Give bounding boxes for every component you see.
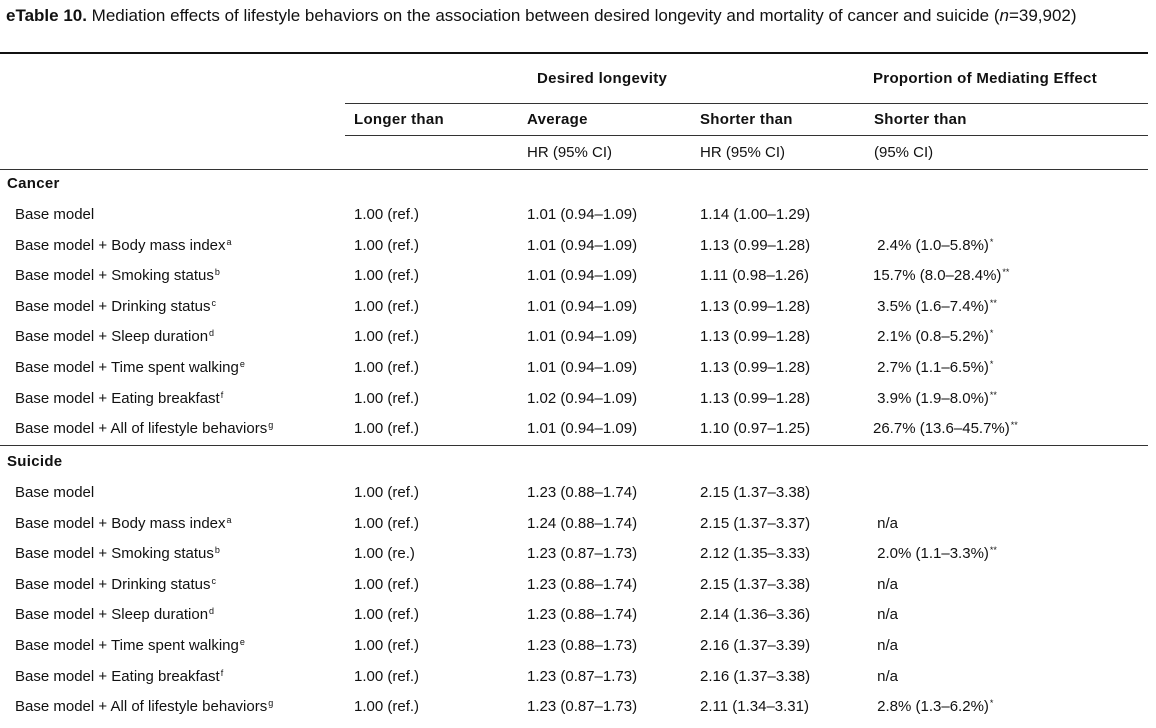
table-row — [0, 298, 1148, 328]
table-caption — [6, 4, 1146, 28]
table-row — [0, 237, 1148, 267]
row-label-footnote: g — [268, 420, 274, 431]
header-desired-longevity: Desired longevity — [537, 70, 668, 87]
cell-proportion — [873, 206, 874, 224]
row-label-footnote: b — [214, 267, 220, 278]
cell-proportion-significance: ** — [1002, 267, 1010, 278]
header-rule-desired-longevity — [520, 103, 866, 104]
cell-proportion-value: 2.4% (1.0–5.8%) — [873, 236, 989, 254]
cell-proportion — [873, 668, 899, 686]
section-divider — [0, 445, 1148, 446]
row-label-text: Base model + Time spent walking — [15, 637, 239, 654]
cell-proportion — [873, 545, 997, 563]
table-row — [0, 576, 1148, 606]
cell-shorter: 2.15 (1.37–3.37) — [700, 514, 811, 532]
row-label-text: Base model + Drinking status — [15, 297, 211, 315]
cell-proportion — [873, 390, 997, 408]
cell-average: 1.23 (0.88–1.74) — [527, 575, 638, 593]
cell-longer: 1.00 (ref.) — [354, 206, 420, 223]
cell-shorter: 2.15 (1.37–3.38) — [700, 575, 811, 593]
row-label — [15, 637, 245, 655]
cell-proportion-value: 15.7% (8.0–28.4%) — [873, 267, 1002, 285]
cell-shorter: 1.13 (0.99–1.28) — [700, 297, 811, 315]
row-label-text: Base model — [15, 484, 95, 501]
cell-shorter: 2.16 (1.37–3.38) — [700, 667, 811, 685]
header-rule-proportion — [866, 103, 1148, 104]
cell-longer: 1.00 (ref.) — [354, 328, 420, 346]
cell-proportion-significance: ** — [1010, 420, 1018, 431]
cell-proportion-value: 26.7% (13.6–45.7%) — [873, 420, 1010, 438]
cell-average: 1.23 (0.88–1.74) — [527, 606, 638, 624]
table-row — [0, 515, 1148, 545]
row-label-text: Base model + Smoking status — [15, 545, 214, 563]
table-row — [0, 637, 1148, 667]
row-label-footnote: a — [226, 514, 232, 525]
col-header-longer: Longer than — [354, 111, 444, 128]
cell-proportion-value: 2.8% (1.3–6.2%) — [873, 698, 989, 716]
cell-average: 1.01 (0.94–1.09) — [527, 267, 638, 285]
row-label — [15, 328, 214, 346]
row-label-text: Base model + Time spent walking — [15, 359, 239, 376]
cell-longer: 1.00 (ref.) — [354, 514, 420, 532]
row-label-text: Base model + Eating breakfast — [15, 667, 220, 685]
row-label-text: Base model + All of lifestyle behaviors — [15, 698, 268, 716]
cell-average: 1.24 (0.88–1.74) — [527, 514, 638, 532]
cell-shorter: 1.11 (0.98–1.26) — [700, 267, 809, 285]
cell-shorter: 2.11 (1.34–3.31) — [700, 698, 809, 716]
cell-proportion — [873, 606, 899, 624]
cell-proportion-significance: ** — [989, 389, 997, 400]
row-label-text: Base model + Sleep duration — [15, 328, 209, 346]
row-label-text: Base model + Body mass index — [15, 514, 226, 532]
section-title-cancer: Cancer — [7, 175, 60, 192]
cell-shorter: 2.12 (1.35–3.33) — [700, 545, 811, 563]
cell-proportion-value: n/a — [873, 514, 899, 532]
row-label — [15, 545, 220, 563]
cell-proportion — [873, 267, 1009, 285]
cell-proportion-value: n/a — [873, 575, 899, 593]
cell-average: 1.01 (0.94–1.09) — [527, 359, 638, 376]
row-label-footnote: f — [220, 667, 224, 678]
cell-proportion-significance: ** — [989, 297, 997, 308]
row-label — [15, 668, 223, 686]
row-label-text: Base model — [15, 206, 95, 223]
row-label-footnote: e — [239, 637, 245, 647]
cell-proportion — [873, 237, 993, 255]
cell-proportion — [873, 359, 993, 377]
cell-proportion — [873, 328, 993, 346]
cell-average: 1.01 (0.94–1.09) — [527, 328, 638, 346]
cell-longer: 1.00 (ref.) — [354, 236, 420, 254]
row-label-footnote: c — [211, 297, 217, 308]
sub-header-prop: (95% CI) — [874, 144, 934, 161]
cell-proportion-value: 2.1% (0.8–5.2%) — [873, 328, 989, 346]
caption-title-part1: Mediation effects of lifestyle behaviors on the association between desired longevity and mortality of cancer and suicide ( — [86, 6, 1000, 25]
row-label — [15, 298, 216, 316]
row-label — [15, 420, 273, 438]
row-label — [15, 390, 223, 408]
table-row — [0, 668, 1148, 698]
table-row — [0, 390, 1148, 420]
cell-longer: 1.00 (ref.) — [354, 698, 420, 716]
row-label — [15, 206, 95, 224]
cell-proportion-value: 2.0% (1.1–3.3%) — [873, 545, 989, 563]
cell-average: 1.02 (0.94–1.09) — [527, 389, 638, 407]
cell-shorter: 2.15 (1.37–3.38) — [700, 484, 811, 501]
row-label-footnote: e — [239, 359, 245, 369]
cell-proportion — [873, 576, 899, 594]
cell-longer: 1.00 (ref.) — [354, 484, 420, 501]
cell-proportion-value: 2.7% (1.1–6.5%) — [873, 359, 989, 376]
cell-proportion — [873, 515, 899, 533]
cell-longer: 1.00 (ref.) — [354, 297, 420, 315]
row-label-text: Base model + Drinking status — [15, 575, 211, 593]
cell-average: 1.23 (0.87–1.73) — [527, 698, 638, 716]
row-label-text: Base model + All of lifestyle behaviors — [15, 420, 268, 438]
cell-proportion-value: n/a — [873, 606, 899, 624]
table-row — [0, 206, 1148, 236]
cell-longer: 1.00 (ref.) — [354, 667, 420, 685]
row-label-text: Base model + Sleep duration — [15, 606, 209, 624]
cell-average: 1.01 (0.94–1.09) — [527, 297, 638, 315]
table-row — [0, 484, 1148, 514]
col-header-prop-shorter: Shorter than — [874, 111, 967, 128]
row-label-footnote: d — [209, 328, 215, 339]
header-rule-columns — [345, 135, 1148, 136]
cell-proportion — [873, 637, 899, 655]
cell-proportion-significance: * — [989, 698, 994, 709]
cell-longer: 1.00 (ref.) — [354, 420, 420, 438]
cell-longer: 1.00 (ref.) — [354, 575, 420, 593]
row-label-footnote: f — [220, 389, 224, 400]
col-header-average: Average — [527, 111, 588, 128]
sub-header-average: HR (95% CI) — [527, 144, 613, 161]
row-label — [15, 606, 214, 624]
caption-n: n — [999, 6, 1009, 25]
cell-proportion-value: 3.9% (1.9–8.0%) — [873, 389, 989, 407]
cell-proportion — [873, 420, 1018, 438]
table-row — [0, 267, 1148, 297]
row-label-text: Base model + Body mass index — [15, 236, 226, 254]
header-rule-longer — [345, 103, 520, 104]
cell-proportion — [873, 298, 997, 316]
row-label-footnote: d — [209, 606, 215, 617]
row-label-footnote: b — [214, 545, 220, 556]
cell-longer: 1.00 (ref.) — [354, 389, 420, 407]
cell-shorter: 1.13 (0.99–1.28) — [700, 236, 811, 254]
cell-proportion — [873, 698, 993, 716]
table-row — [0, 606, 1148, 636]
cell-shorter: 2.14 (1.36–3.36) — [700, 606, 811, 624]
cell-average: 1.23 (0.88–1.73) — [527, 637, 638, 654]
table-label: eTable 10. — [6, 6, 87, 25]
cell-proportion-significance: * — [989, 236, 994, 247]
row-label — [15, 698, 273, 716]
cell-proportion-significance: * — [989, 359, 994, 369]
row-label — [15, 576, 216, 594]
header-bottom-rule — [0, 169, 1148, 170]
cell-average: 1.23 (0.87–1.73) — [527, 667, 638, 685]
row-label — [15, 484, 95, 502]
cell-longer: 1.00 (ref.) — [354, 606, 420, 624]
section-title-suicide: Suicide — [7, 453, 63, 470]
cell-longer: 1.00 (re.) — [354, 545, 415, 563]
cell-average: 1.23 (0.87–1.73) — [527, 545, 638, 563]
cell-proportion — [873, 484, 874, 502]
cell-proportion-significance: * — [989, 328, 994, 339]
header-proportion-mediating: Proportion of Mediating Effect — [873, 70, 1097, 87]
cell-average: 1.01 (0.94–1.09) — [527, 236, 638, 254]
caption-title-part2: =39,902) — [1008, 6, 1077, 25]
row-label-footnote: a — [226, 236, 232, 247]
cell-proportion-value: n/a — [873, 667, 899, 685]
table-row — [0, 359, 1148, 389]
top-rule — [0, 52, 1148, 54]
cell-average: 1.01 (0.94–1.09) — [527, 420, 638, 438]
cell-shorter: 1.10 (0.97–1.25) — [700, 420, 811, 438]
cell-shorter: 1.13 (0.99–1.28) — [700, 328, 811, 346]
cell-proportion-value: n/a — [873, 637, 899, 654]
col-header-shorter: Shorter than — [700, 111, 793, 128]
row-label-footnote: g — [268, 698, 274, 709]
row-label — [15, 359, 245, 377]
row-label — [15, 267, 220, 285]
cell-shorter: 1.14 (1.00–1.29) — [700, 206, 811, 223]
cell-average: 1.23 (0.88–1.74) — [527, 484, 638, 501]
cell-shorter: 1.13 (0.99–1.28) — [700, 389, 811, 407]
cell-proportion-significance: ** — [989, 545, 997, 556]
cell-longer: 1.00 (ref.) — [354, 267, 420, 285]
cell-shorter: 1.13 (0.99–1.28) — [700, 359, 811, 376]
row-label — [15, 237, 232, 255]
table-row — [0, 545, 1148, 575]
sub-header-shorter: HR (95% CI) — [700, 144, 786, 161]
row-label — [15, 515, 232, 533]
cell-longer: 1.00 (ref.) — [354, 637, 420, 654]
cell-proportion-value: 3.5% (1.6–7.4%) — [873, 297, 989, 315]
cell-average: 1.01 (0.94–1.09) — [527, 206, 638, 223]
cell-shorter: 2.16 (1.37–3.39) — [700, 637, 811, 654]
table-row — [0, 328, 1148, 358]
row-label-footnote: c — [211, 575, 217, 586]
row-label-text: Base model + Eating breakfast — [15, 389, 220, 407]
cell-longer: 1.00 (ref.) — [354, 359, 420, 376]
row-label-text: Base model + Smoking status — [15, 267, 214, 285]
